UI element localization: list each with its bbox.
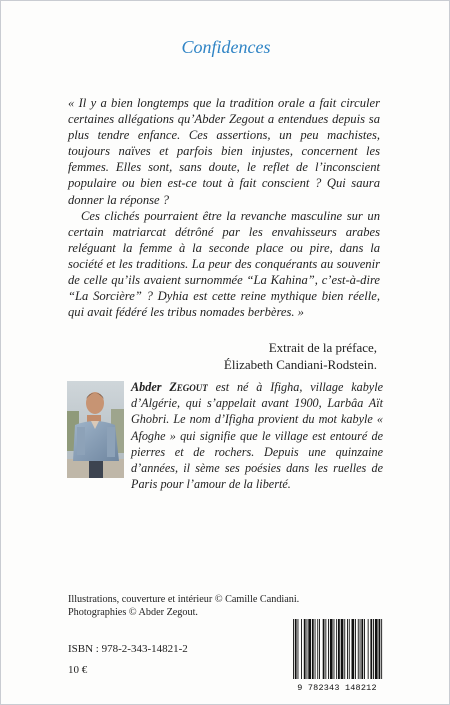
author-first-name: Abder xyxy=(131,380,170,394)
barcode-icon xyxy=(292,619,384,679)
credits-photographs: Photographies © Abder Zegout. xyxy=(68,607,198,619)
barcode-digits: 9 782343 148212 xyxy=(297,683,377,693)
excerpt-paragraph-1: « Il y a bien longtemps que la tradition orale a fait circuler certaines allégations qu’Abder Zegout a entendues depuis sa plus tendre enfance. Ces assertions, un peu machistes, toujours naïves et parfois bien injustes, concernent les femmes. Elles sont, sans doute, le reflet de l’inconscient populaire ou bien est-ce tout à fait conscient ? Qui saura donner la réponse ? xyxy=(68,96,380,207)
book-title: Confidences xyxy=(181,37,271,57)
price-text: 10 € xyxy=(68,664,88,676)
source-author: Élizabeth Candiani-Rodstein. xyxy=(223,357,377,372)
source-label: Extrait de la préface, xyxy=(268,340,377,355)
author-bio-text: est né à Ifigha, village kabyle d’Algérie, qui s’appelait avant 1900, Larbâa Aït Ghobri. Le nom d’Ifigha provient du mot kabyle « Afoghe » qui signifie que le village est entouré de pierres et de rochers. Depuis une quinzaine d’années, il sème ses poésies dans les ruelles de Paris pour l’amour de la liberté. xyxy=(131,380,384,492)
credits-illustrations: Illustrations, couverture et intérieur © Camille Candiani. xyxy=(68,594,300,605)
preface-excerpt xyxy=(68,95,380,320)
excerpt-source xyxy=(224,339,377,373)
isbn-text: ISBN : 978-2-343-14821-2 xyxy=(68,643,188,655)
author-photo xyxy=(67,381,124,478)
author-bio xyxy=(131,379,383,492)
excerpt-paragraph-2: Ces clichés pourraient être la revanche masculine sur un certain matriarcat détrôné par les envahisseurs arabes reléguant la femme à la seconde place ou pire, dans la société et les traditions. La peur des conquérants au souvenir de celle qu’ils avaient surnommée “La Kahina”, c’est-à-dire “La Sorcière” ? Dyhia est cette reine mythique bien réelle, qui avait fédéré les tribus nomades berbères. » xyxy=(68,208,380,320)
author-last-name: Zegout xyxy=(169,380,208,394)
credits xyxy=(68,593,299,619)
